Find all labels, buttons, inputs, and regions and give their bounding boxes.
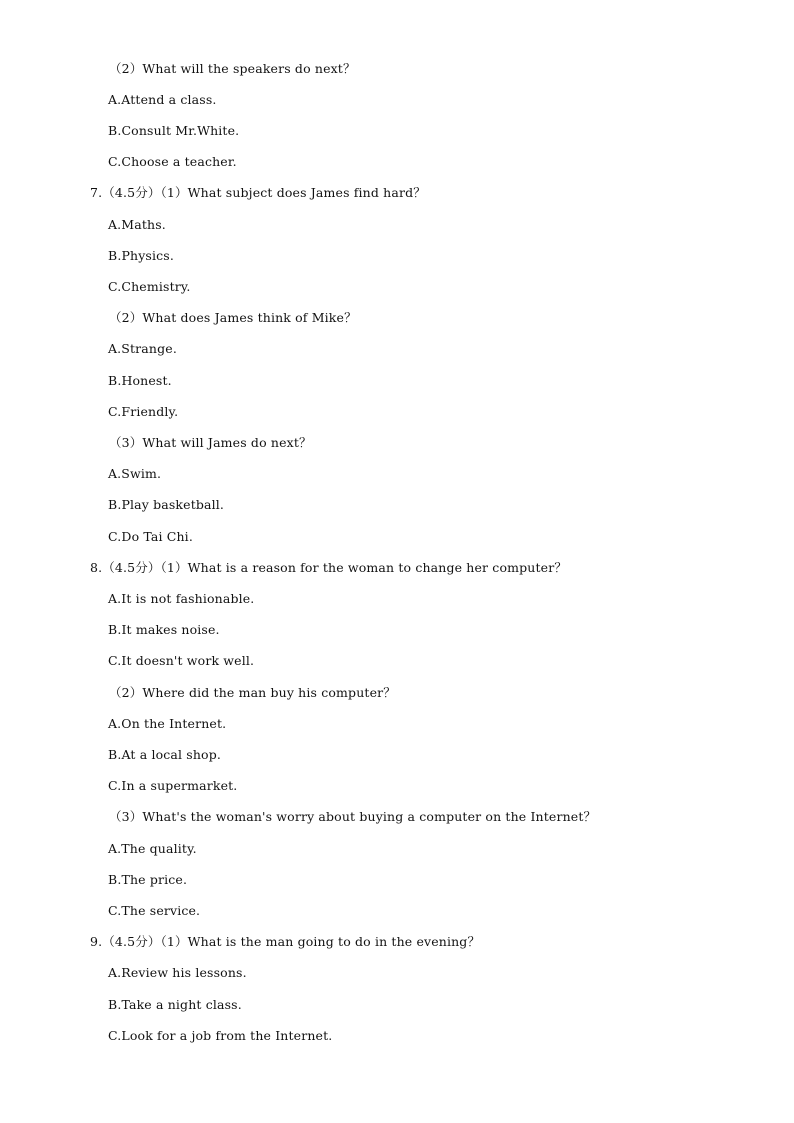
option-text: B.It makes noise. <box>108 622 220 637</box>
option-text: A.It is not fashionable. <box>108 591 255 606</box>
option-text: A.On the Internet. <box>108 716 227 731</box>
option-text: B.At a local shop. <box>108 747 222 762</box>
option-text: C.Choose a teacher. <box>108 154 237 169</box>
question-heading: 7.（4.5分）（1）What subject does James find hard？ <box>90 185 426 200</box>
option-text: B.The price. <box>108 872 188 887</box>
option-text: B.Consult Mr.White. <box>108 123 240 138</box>
option-text: C.In a supermarket. <box>108 778 238 793</box>
sub-question-text: （3）What's the woman's worry about buying a computer on the Internet？ <box>109 809 597 824</box>
sub-question-text: （2）What does James think of Mike？ <box>109 310 357 325</box>
option-text: C.Look for a job from the Internet. <box>108 1028 333 1043</box>
option-text: B.Physics. <box>108 248 174 263</box>
option-text: A.Strange. <box>108 341 177 356</box>
option-text: C.Chemistry. <box>108 279 191 294</box>
option-text: C.It doesn't work well. <box>108 653 255 668</box>
question-heading: 8.（4.5分）（1）What is a reason for the woman to change her computer？ <box>90 560 567 575</box>
option-text: C.The service. <box>108 903 201 918</box>
option-text: A.Review his lessons. <box>108 965 247 980</box>
sub-question-text: （2）What will the speakers do next？ <box>109 61 356 76</box>
question-heading: 9.（4.5分）（1）What is the man going to do in the evening？ <box>90 934 481 949</box>
option-text: A.Attend a class. <box>108 92 217 107</box>
option-text: A.The quality. <box>108 841 197 856</box>
option-text: C.Do Tai Chi. <box>108 529 193 544</box>
option-text: C.Friendly. <box>108 404 179 419</box>
sub-question-text: （2）Where did the man buy his computer？ <box>109 685 396 700</box>
option-text: B.Take a night class. <box>108 997 242 1012</box>
option-text: A.Swim. <box>108 466 162 481</box>
option-text: B.Honest. <box>108 373 172 388</box>
sub-question-text: （3）What will James do next？ <box>109 435 312 450</box>
option-text: B.Play basketball. <box>108 497 225 512</box>
option-text: A.Maths. <box>108 217 166 232</box>
